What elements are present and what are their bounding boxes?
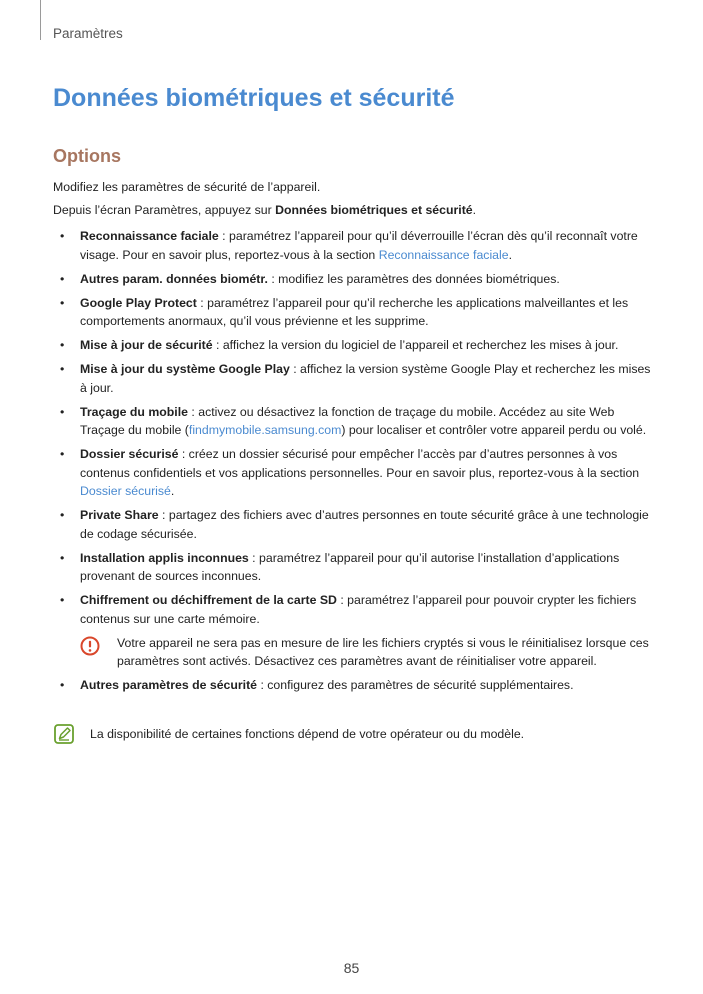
intro-text: Modifiez les paramètres de sécurité de l’appareil. — [53, 180, 321, 194]
note-notice — [53, 725, 653, 744]
bullet: • — [60, 593, 65, 607]
item-term: Installation applis inconnues — [80, 550, 249, 565]
warning-notice — [53, 634, 653, 671]
list-item — [53, 403, 653, 440]
item-term: Private Share — [80, 508, 159, 522]
item-term: Reconnaissance faciale — [80, 229, 219, 243]
item-term: Traçage du mobile — [80, 404, 188, 419]
page-number: 85 — [343, 960, 360, 976]
bullet: • — [60, 295, 65, 310]
note-pencil-icon — [53, 723, 75, 745]
header-section-title: Paramètres — [53, 26, 123, 41]
item-text: : partagez des fichiers avec d’autres personnes en toute sécurité grâce à une technologie de codage sécurisée. — [80, 508, 649, 541]
item-text: : affichez la version système Google Play et recherchez les mises à jour. — [80, 362, 651, 395]
cross-reference-link[interactable]: Reconnaissance faciale — [378, 247, 509, 262]
page-title: Données biométriques et sécurité — [53, 84, 455, 112]
section-heading: Options — [53, 146, 121, 166]
item-text: : créez un dossier sécurisé pour empêcher l’accès par d’autres personnes à vos contenus confidentiels et vos applications personnelles. Pour en savoir plus, reportez-vous à la section — [80, 447, 640, 480]
list-item — [53, 591, 653, 628]
item-text-end: ) pour localiser et contrôler votre appareil perdu ou volé. — [341, 423, 647, 437]
item-text: : activez ou désactivez la fonction de traçage du mobile. Accédez au site Web Traçage du mobile ( — [80, 404, 615, 437]
warning-text: Votre appareil ne sera pas en mesure de lire les fichiers cryptés si vous le réinitialisez lorsque ces paramètres sont activés. Désactivez ces paramètres avant de réinitialiser votre appareil. — [117, 635, 649, 668]
bullet: • — [60, 362, 65, 376]
intro-prefix: Depuis l’écran Paramètres, appuyez sur — [53, 203, 276, 217]
item-term: Mise à jour du système Google Play — [80, 362, 290, 376]
list-item — [53, 270, 653, 289]
bullet: • — [60, 508, 65, 522]
item-text: : affichez la version du logiciel de l’appareil et recherchez les mises à jour. — [212, 338, 619, 352]
list-item — [53, 336, 653, 355]
header-rule — [40, 0, 41, 40]
item-term: Mise à jour de sécurité — [80, 338, 213, 352]
options-list — [53, 227, 653, 700]
item-text: : paramétrez l’appareil pour qu’il déverrouille l’écran dès qu’il reconnaît votre visage. Pour en savoir plus, reportez-vous à la section — [80, 229, 638, 262]
bullet: • — [60, 271, 65, 286]
item-text-end: . — [508, 247, 513, 262]
list-item — [53, 227, 653, 264]
website-link[interactable]: findmymobile.samsung.com — [188, 423, 342, 437]
note-text: La disponibilité de certaines fonctions dépend de votre opérateur ou du modèle. — [90, 727, 525, 741]
list-item — [53, 360, 653, 397]
bullet: • — [60, 338, 65, 352]
list-item — [53, 445, 653, 501]
item-text: : configurez des paramètres de sécurité supplémentaires. — [257, 678, 574, 692]
bullet: • — [60, 404, 65, 419]
bullet: • — [60, 550, 65, 565]
item-term: Chiffrement ou déchiffrement de la carte SD — [80, 593, 337, 607]
intro-instruction — [53, 201, 653, 219]
bullet: • — [60, 447, 65, 461]
item-text: : paramétrez l’appareil pour pouvoir crypter les fichiers contenus sur une carte mémoire. — [80, 593, 637, 626]
list-item — [53, 294, 653, 331]
item-text-end: . — [170, 484, 175, 498]
item-term: Autres param. données biométr. — [80, 271, 268, 286]
intro-bold-term: Données biométriques et sécurité — [275, 203, 473, 217]
item-text: : paramétrez l’appareil pour qu’il recherche les applications malveillantes et les comportements anormaux, qu’il vous prévienne et les supprime. — [80, 295, 629, 328]
cross-reference-link[interactable]: Dossier sécurisé — [80, 484, 171, 498]
item-text: : modifiez les paramètres des données biométriques. — [267, 271, 560, 286]
item-text: : paramétrez l’appareil pour qu’il autorise l’installation d’applications provenant de sources inconnues. — [80, 550, 620, 583]
item-term: Autres paramètres de sécurité — [80, 678, 258, 692]
item-term: Dossier sécurisé — [80, 447, 179, 461]
caution-icon — [80, 636, 100, 656]
item-term: Google Play Protect — [80, 295, 197, 310]
list-item — [53, 676, 653, 695]
intro-suffix: . — [472, 203, 477, 217]
list-item — [53, 549, 653, 586]
list-item — [53, 506, 653, 543]
bullet: • — [60, 229, 65, 243]
bullet: • — [60, 678, 65, 692]
